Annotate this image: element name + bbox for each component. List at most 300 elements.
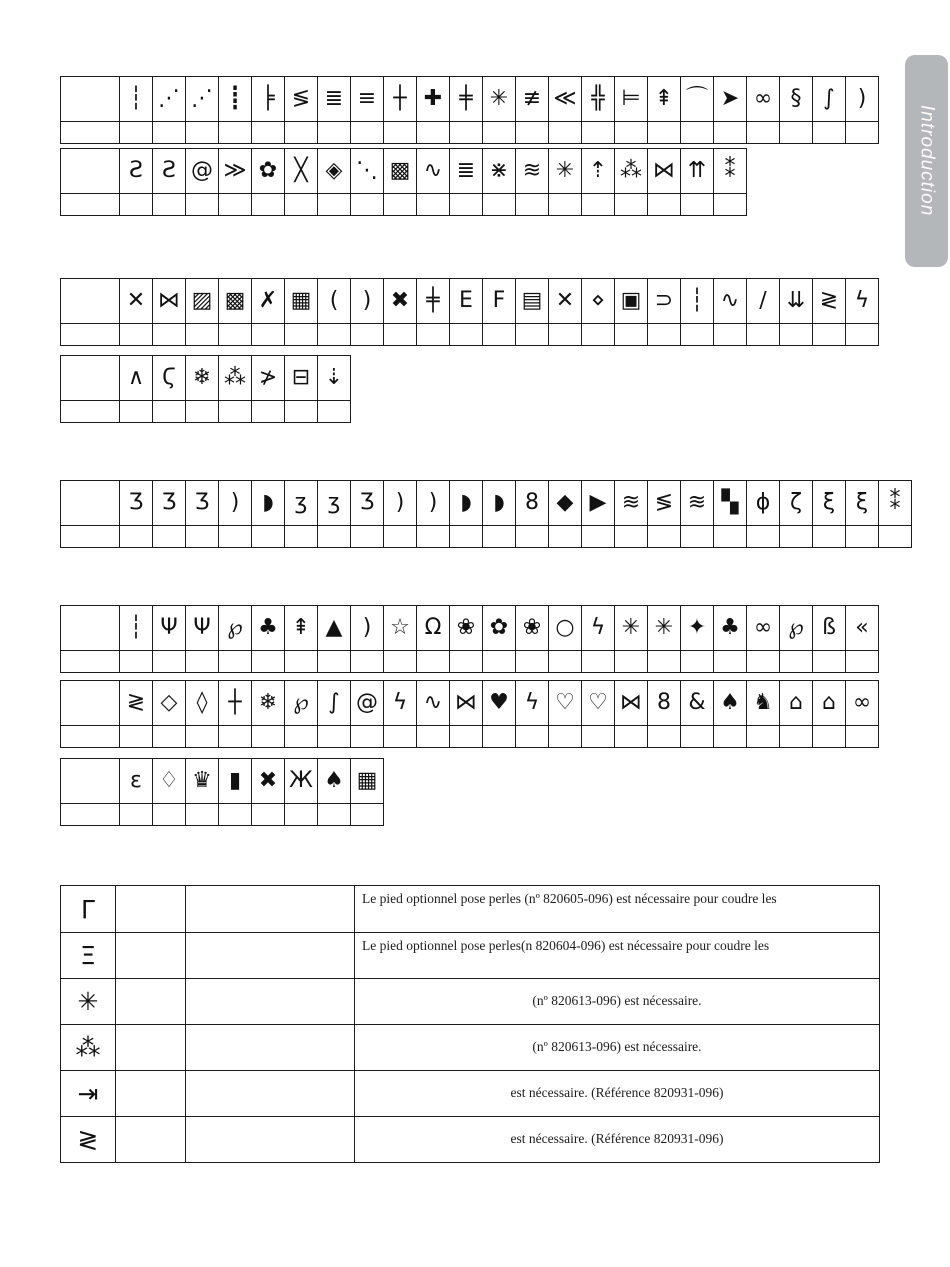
stitch-number-cell: [251, 122, 284, 143]
stitch-number-cell: [680, 726, 713, 747]
stitch-symbol-cell: ): [416, 481, 449, 526]
stitch-symbol-cell: ≋: [614, 481, 647, 526]
stitch-symbol-cell: ⊟: [284, 356, 317, 401]
stitch-number-cell: [581, 324, 614, 345]
reference-empty-cell: [115, 932, 185, 978]
stitch-symbol-cell: ε: [119, 759, 152, 804]
stitch-number-cell: [119, 726, 152, 747]
stitch-number-cell: [251, 651, 284, 672]
stitch-number-cell: [581, 526, 614, 547]
stitch-number-cell: [218, 651, 251, 672]
stitch-symbol-cell: ⇞: [647, 77, 680, 122]
stitch-number-cell: [350, 194, 383, 215]
stitch-number-cell: [548, 122, 581, 143]
stitch-symbol-cell: ʒ: [317, 481, 350, 526]
stitch-symbol-cell: ➤: [713, 77, 746, 122]
stitch-number-cell: [812, 526, 845, 547]
stitch-symbol-cell: Ψ: [185, 606, 218, 651]
stitch-number-cell: [449, 194, 482, 215]
stitch-symbol-cell: Ƨ: [152, 149, 185, 194]
stitch-symbol-cell: Ϛ: [152, 356, 185, 401]
stitch-symbol-cell: ♛: [185, 759, 218, 804]
stitch-number-cell: [812, 651, 845, 672]
stitch-symbol-cell: ◗: [482, 481, 515, 526]
stitch-symbol-cell: ⋈: [647, 149, 680, 194]
stitch-symbol-cell: E: [449, 279, 482, 324]
stitch-number-cell: [185, 526, 218, 547]
stitch-number-cell: [119, 526, 152, 547]
stitch-number-cell: [119, 122, 152, 143]
stitch-symbol-cell: ϟ: [845, 279, 878, 324]
stitch-number-cell: [61, 324, 119, 345]
reference-note: Le pied optionnel pose perles(n 820604-096) est nécessaire pour coudre les: [354, 932, 879, 978]
stitch-symbol-cell: ⇊: [779, 279, 812, 324]
stitch-number-cell: [185, 324, 218, 345]
stitch-symbol-cell: ✳: [647, 606, 680, 651]
stitch-symbol-cell: ♣: [713, 606, 746, 651]
stitch-number-cell: [350, 526, 383, 547]
stitch-symbol-cell: ∞: [746, 606, 779, 651]
stitch-number-cell: [383, 122, 416, 143]
reference-note: est nécessaire. (Référence 820931-096): [354, 1116, 879, 1162]
reference-table: [60, 885, 880, 1163]
introduction-tab-label: Introduction: [916, 105, 938, 217]
stitch-symbol-cell: @: [185, 149, 218, 194]
stitch-symbol-cell: ≋: [515, 149, 548, 194]
stitch-table-utility-2: [60, 148, 747, 216]
stitch-symbol-cell: ♣: [251, 606, 284, 651]
stitch-symbol-cell: 8: [515, 481, 548, 526]
stitch-symbol-cell: ┼: [383, 77, 416, 122]
stitch-number-cell: [152, 194, 185, 215]
stitch-number-cell: [449, 122, 482, 143]
stitch-symbol-cell: ❀: [515, 606, 548, 651]
stitch-number-cell: [317, 324, 350, 345]
stitch-symbol-cell: ┋: [218, 77, 251, 122]
stitch-number-cell: [416, 526, 449, 547]
stitch-symbol-cell: ℘: [218, 606, 251, 651]
stitch-number-cell: [119, 194, 152, 215]
stitch-symbol-cell: ▲: [317, 606, 350, 651]
stitch-table-decorative-2: [60, 680, 879, 748]
stitch-table-cross-1: [60, 278, 879, 346]
stitch-symbol-cell: «: [845, 606, 878, 651]
stitch-number-cell: [251, 526, 284, 547]
stitch-number-cell: [614, 122, 647, 143]
stitch-number-cell: [845, 726, 878, 747]
stitch-symbol-cell: ≷: [119, 681, 152, 726]
stitch-symbol-cell: ∿: [416, 681, 449, 726]
stitch-number-cell: [713, 122, 746, 143]
stitch-symbol-cell: Ʒ: [152, 481, 185, 526]
stitch-symbol-cell: ⇈: [680, 149, 713, 194]
stitch-symbol-cell: ⇣: [317, 356, 350, 401]
stitch-number-cell: [581, 122, 614, 143]
stitch-symbol-cell: §: [779, 77, 812, 122]
stitch-number-cell: [647, 526, 680, 547]
stitch-symbol-cell: ζ: [779, 481, 812, 526]
stitch-number-cell: [647, 726, 680, 747]
stitch-label-cell: [61, 481, 119, 526]
stitch-number-cell: [185, 122, 218, 143]
stitch-table-decorative-1: [60, 605, 879, 673]
stitch-number-cell: [746, 122, 779, 143]
stitch-number-cell: [350, 726, 383, 747]
reference-empty-cell: [185, 932, 354, 978]
stitch-number-cell: [61, 194, 119, 215]
reference-stitch-icon: ✳: [61, 978, 115, 1024]
stitch-number-cell: [317, 401, 350, 422]
stitch-number-cell: [251, 324, 284, 345]
stitch-number-cell: [218, 122, 251, 143]
stitch-number-cell: [515, 122, 548, 143]
stitch-number-cell: [614, 194, 647, 215]
stitch-symbol-cell: ╪: [416, 279, 449, 324]
stitch-number-cell: [482, 122, 515, 143]
stitch-number-cell: [746, 651, 779, 672]
stitch-number-cell: [350, 122, 383, 143]
stitch-symbol-cell: ≣: [449, 149, 482, 194]
stitch-symbol-cell: Ʒ: [119, 481, 152, 526]
reference-empty-cell: [115, 886, 185, 932]
stitch-symbol-cell: ☆: [383, 606, 416, 651]
stitch-number-cell: [845, 651, 878, 672]
stitch-symbol-cell: ▩: [383, 149, 416, 194]
stitch-symbol-cell: ◇: [152, 681, 185, 726]
stitch-number-cell: [152, 726, 185, 747]
reference-empty-cell: [115, 1116, 185, 1162]
stitch-symbol-cell: ╬: [581, 77, 614, 122]
stitch-number-cell: [284, 651, 317, 672]
stitch-symbol-cell: ┆: [119, 606, 152, 651]
stitch-number-cell: [548, 194, 581, 215]
stitch-symbol-cell: ◈: [317, 149, 350, 194]
stitch-number-cell: [713, 651, 746, 672]
stitch-number-cell: [581, 726, 614, 747]
stitch-symbol-cell: ): [350, 279, 383, 324]
stitch-number-cell: [746, 726, 779, 747]
stitch-number-cell: [482, 526, 515, 547]
stitch-number-cell: [779, 526, 812, 547]
stitch-symbol-cell: ∿: [713, 279, 746, 324]
stitch-symbol-cell: ≯: [251, 356, 284, 401]
stitch-symbol-cell: ♠: [317, 759, 350, 804]
stitch-symbol-cell: ∫: [812, 77, 845, 122]
reference-empty-cell: [115, 1070, 185, 1116]
stitch-number-cell: [61, 651, 119, 672]
stitch-number-cell: [614, 726, 647, 747]
stitch-symbol-cell: ♥: [482, 681, 515, 726]
stitch-number-cell: [647, 194, 680, 215]
stitch-symbol-cell: ✕: [548, 279, 581, 324]
stitch-number-cell: [317, 526, 350, 547]
stitch-table-decorative-3: [60, 758, 384, 826]
stitch-table-scallop: [60, 480, 912, 548]
reference-empty-cell: [185, 1116, 354, 1162]
stitch-number-cell: [515, 526, 548, 547]
reference-empty-cell: [185, 1024, 354, 1070]
stitch-symbol-cell: ✖: [251, 759, 284, 804]
reference-note: (nº 820613-096) est nécessaire.: [354, 1024, 879, 1070]
stitch-symbol-cell: ≶: [284, 77, 317, 122]
stitch-symbol-cell: ≣: [317, 77, 350, 122]
stitch-symbol-cell: ≪: [548, 77, 581, 122]
stitch-number-cell: [284, 194, 317, 215]
stitch-number-cell: [845, 324, 878, 345]
stitch-symbol-cell: ◊: [185, 681, 218, 726]
stitch-symbol-cell: ⋈: [449, 681, 482, 726]
stitch-number-cell: [845, 526, 878, 547]
stitch-symbol-cell: ┆: [680, 279, 713, 324]
reference-stitch-icon: ⇥: [61, 1070, 115, 1116]
stitch-label-cell: [61, 77, 119, 122]
stitch-symbol-cell: ⊨: [614, 77, 647, 122]
stitch-number-cell: [878, 526, 911, 547]
stitch-number-cell: [152, 804, 185, 825]
stitch-number-cell: [647, 122, 680, 143]
stitch-number-cell: [218, 726, 251, 747]
stitch-number-cell: [61, 122, 119, 143]
stitch-symbol-cell: ϟ: [581, 606, 614, 651]
stitch-symbol-cell: ): [845, 77, 878, 122]
stitch-number-cell: [779, 122, 812, 143]
stitch-number-cell: [383, 194, 416, 215]
stitch-number-cell: [251, 194, 284, 215]
stitch-number-cell: [515, 324, 548, 345]
stitch-number-cell: [416, 194, 449, 215]
stitch-table-cross-2: [60, 355, 351, 423]
stitch-number-cell: [812, 122, 845, 143]
stitch-number-cell: [251, 401, 284, 422]
stitch-number-cell: [812, 726, 845, 747]
stitch-symbol-cell: ✦: [680, 606, 713, 651]
stitch-number-cell: [548, 726, 581, 747]
stitch-number-cell: [284, 726, 317, 747]
stitch-number-cell: [680, 122, 713, 143]
stitch-label-cell: [61, 759, 119, 804]
stitch-number-cell: [284, 401, 317, 422]
stitch-symbol-cell: ): [350, 606, 383, 651]
stitch-symbol-cell: ʒ: [284, 481, 317, 526]
stitch-number-cell: [284, 122, 317, 143]
stitch-number-cell: [515, 651, 548, 672]
stitch-symbol-cell: ℘: [779, 606, 812, 651]
reference-stitch-icon: Γ: [81, 894, 95, 924]
stitch-number-cell: [317, 804, 350, 825]
stitch-symbol-cell: ⋈: [152, 279, 185, 324]
stitch-number-cell: [746, 324, 779, 345]
stitch-number-cell: [61, 526, 119, 547]
stitch-symbol-cell: ▣: [614, 279, 647, 324]
stitch-symbol-cell: ╪: [449, 77, 482, 122]
stitch-symbol-cell: ▩: [218, 279, 251, 324]
stitch-symbol-cell: ┼: [218, 681, 251, 726]
stitch-number-cell: [251, 726, 284, 747]
stitch-number-cell: [218, 401, 251, 422]
stitch-symbol-cell: ≫: [218, 149, 251, 194]
reference-empty-cell: [115, 978, 185, 1024]
stitch-symbol-cell: ℘: [284, 681, 317, 726]
stitch-number-cell: [317, 122, 350, 143]
stitch-symbol-cell: ∿: [416, 149, 449, 194]
stitch-symbol-cell: ∧: [119, 356, 152, 401]
stitch-label-cell: [61, 356, 119, 401]
stitch-number-cell: [845, 122, 878, 143]
reference-stitch-icon: Ξ: [61, 932, 115, 978]
stitch-symbol-cell: ξ: [812, 481, 845, 526]
stitch-number-cell: [713, 526, 746, 547]
reference-stitch-icon: ≷: [61, 1116, 115, 1162]
stitch-symbol-cell: ≢: [515, 77, 548, 122]
stitch-number-cell: [416, 122, 449, 143]
stitch-number-cell: [383, 526, 416, 547]
stitch-number-cell: [317, 726, 350, 747]
stitch-symbol-cell: ▦: [350, 759, 383, 804]
stitch-number-cell: [251, 804, 284, 825]
stitch-number-cell: [152, 401, 185, 422]
stitch-symbol-cell: ⁂: [614, 149, 647, 194]
stitch-symbol-cell: ξ: [845, 481, 878, 526]
stitch-symbol-cell: ✕: [119, 279, 152, 324]
stitch-symbol-cell: ∫: [317, 681, 350, 726]
stitch-number-cell: [647, 651, 680, 672]
stitch-number-cell: [152, 651, 185, 672]
stitch-number-cell: [548, 526, 581, 547]
stitch-symbol-cell: ▚: [713, 481, 746, 526]
stitch-number-cell: [218, 324, 251, 345]
reference-empty-cell: [115, 1024, 185, 1070]
stitch-symbol-cell: Ж: [284, 759, 317, 804]
stitch-symbol-cell: ⁑: [878, 481, 911, 526]
stitch-symbol-cell: 8: [647, 681, 680, 726]
stitch-number-cell: [383, 324, 416, 345]
stitch-number-cell: [416, 324, 449, 345]
stitch-number-cell: [218, 526, 251, 547]
stitch-symbol-cell: ◗: [251, 481, 284, 526]
stitch-number-cell: [614, 651, 647, 672]
stitch-symbol-cell: Ʒ: [350, 481, 383, 526]
stitch-symbol-cell: ≡: [350, 77, 383, 122]
stitch-number-cell: [61, 726, 119, 747]
stitch-symbol-cell: ✗: [251, 279, 284, 324]
stitch-symbol-cell: ▦: [284, 279, 317, 324]
stitch-number-cell: [152, 526, 185, 547]
stitch-symbol-cell: ❀: [449, 606, 482, 651]
stitch-symbol-cell: ⇡: [581, 149, 614, 194]
stitch-symbol-cell: ≋: [680, 481, 713, 526]
stitch-number-cell: [713, 324, 746, 345]
stitch-number-cell: [680, 651, 713, 672]
stitch-label-cell: [61, 681, 119, 726]
stitch-number-cell: [317, 194, 350, 215]
stitch-number-cell: [680, 526, 713, 547]
stitch-symbol-cell: ⇞: [284, 606, 317, 651]
stitch-symbol-cell: ⁑: [713, 149, 746, 194]
stitch-number-cell: [713, 726, 746, 747]
stitch-symbol-cell: ): [383, 481, 416, 526]
stitch-symbol-cell: ∞: [845, 681, 878, 726]
stitch-symbol-cell: ♢: [152, 759, 185, 804]
stitch-symbol-cell: ⁂: [218, 356, 251, 401]
stitch-symbol-cell: ϟ: [515, 681, 548, 726]
stitch-label-cell: [61, 279, 119, 324]
stitch-number-cell: [119, 651, 152, 672]
stitch-number-cell: [449, 526, 482, 547]
stitch-number-cell: [680, 194, 713, 215]
stitch-number-cell: [779, 651, 812, 672]
stitch-symbol-cell: ⋇: [482, 149, 515, 194]
stitch-number-cell: [581, 194, 614, 215]
stitch-number-cell: [647, 324, 680, 345]
stitch-symbol-cell: ✿: [482, 606, 515, 651]
stitch-symbol-cell: ✖: [383, 279, 416, 324]
stitch-symbol-cell: ⋱: [350, 149, 383, 194]
stitch-number-cell: [482, 324, 515, 345]
stitch-symbol-cell: ▮: [218, 759, 251, 804]
stitch-number-cell: [614, 324, 647, 345]
stitch-symbol-cell: &: [680, 681, 713, 726]
stitch-symbol-cell: ϟ: [383, 681, 416, 726]
stitch-symbol-cell: ✿: [251, 149, 284, 194]
stitch-symbol-cell: Ƨ: [119, 149, 152, 194]
stitch-number-cell: [581, 651, 614, 672]
stitch-number-cell: [185, 401, 218, 422]
stitch-symbol-cell: ✚: [416, 77, 449, 122]
stitch-number-cell: [284, 804, 317, 825]
stitch-label-cell: [61, 606, 119, 651]
stitch-number-cell: [350, 651, 383, 672]
stitch-symbol-cell: F: [482, 279, 515, 324]
stitch-number-cell: [779, 726, 812, 747]
stitch-symbol-cell: ⋄: [581, 279, 614, 324]
stitch-symbol-cell: ◗: [449, 481, 482, 526]
stitch-number-cell: [746, 526, 779, 547]
stitch-symbol-cell: ≷: [812, 279, 845, 324]
stitch-symbol-cell: ▨: [185, 279, 218, 324]
stitch-number-cell: [482, 726, 515, 747]
stitch-symbol-cell: ❄: [185, 356, 218, 401]
stitch-symbol-cell: @: [350, 681, 383, 726]
stitch-number-cell: [383, 651, 416, 672]
stitch-symbol-cell: ▤: [515, 279, 548, 324]
stitch-number-cell: [614, 526, 647, 547]
stitch-number-cell: [218, 804, 251, 825]
stitch-number-cell: [185, 726, 218, 747]
stitch-number-cell: [449, 726, 482, 747]
stitch-table-utility-1: [60, 76, 879, 144]
stitch-symbol-cell: Ʒ: [185, 481, 218, 526]
stitch-number-cell: [119, 401, 152, 422]
stitch-number-cell: [317, 651, 350, 672]
stitch-symbol-cell: ⊃: [647, 279, 680, 324]
stitch-symbol-cell: ○: [548, 606, 581, 651]
stitch-symbol-cell: ╳: [284, 149, 317, 194]
stitch-number-cell: [152, 324, 185, 345]
stitch-number-cell: [515, 726, 548, 747]
stitch-number-cell: [416, 726, 449, 747]
stitch-symbol-cell: ♡: [548, 681, 581, 726]
stitch-number-cell: [61, 804, 119, 825]
reference-note: Le pied optionnel pose perles (nº 820605-096) est nécessaire pour coudre les: [354, 886, 879, 932]
stitch-number-cell: [713, 194, 746, 215]
stitch-number-cell: [185, 804, 218, 825]
stitch-symbol-cell: ✳: [548, 149, 581, 194]
stitch-number-cell: [350, 324, 383, 345]
stitch-number-cell: [383, 726, 416, 747]
stitch-symbol-cell: Ψ: [152, 606, 185, 651]
stitch-symbol-cell: ❄: [251, 681, 284, 726]
stitch-number-cell: [548, 324, 581, 345]
